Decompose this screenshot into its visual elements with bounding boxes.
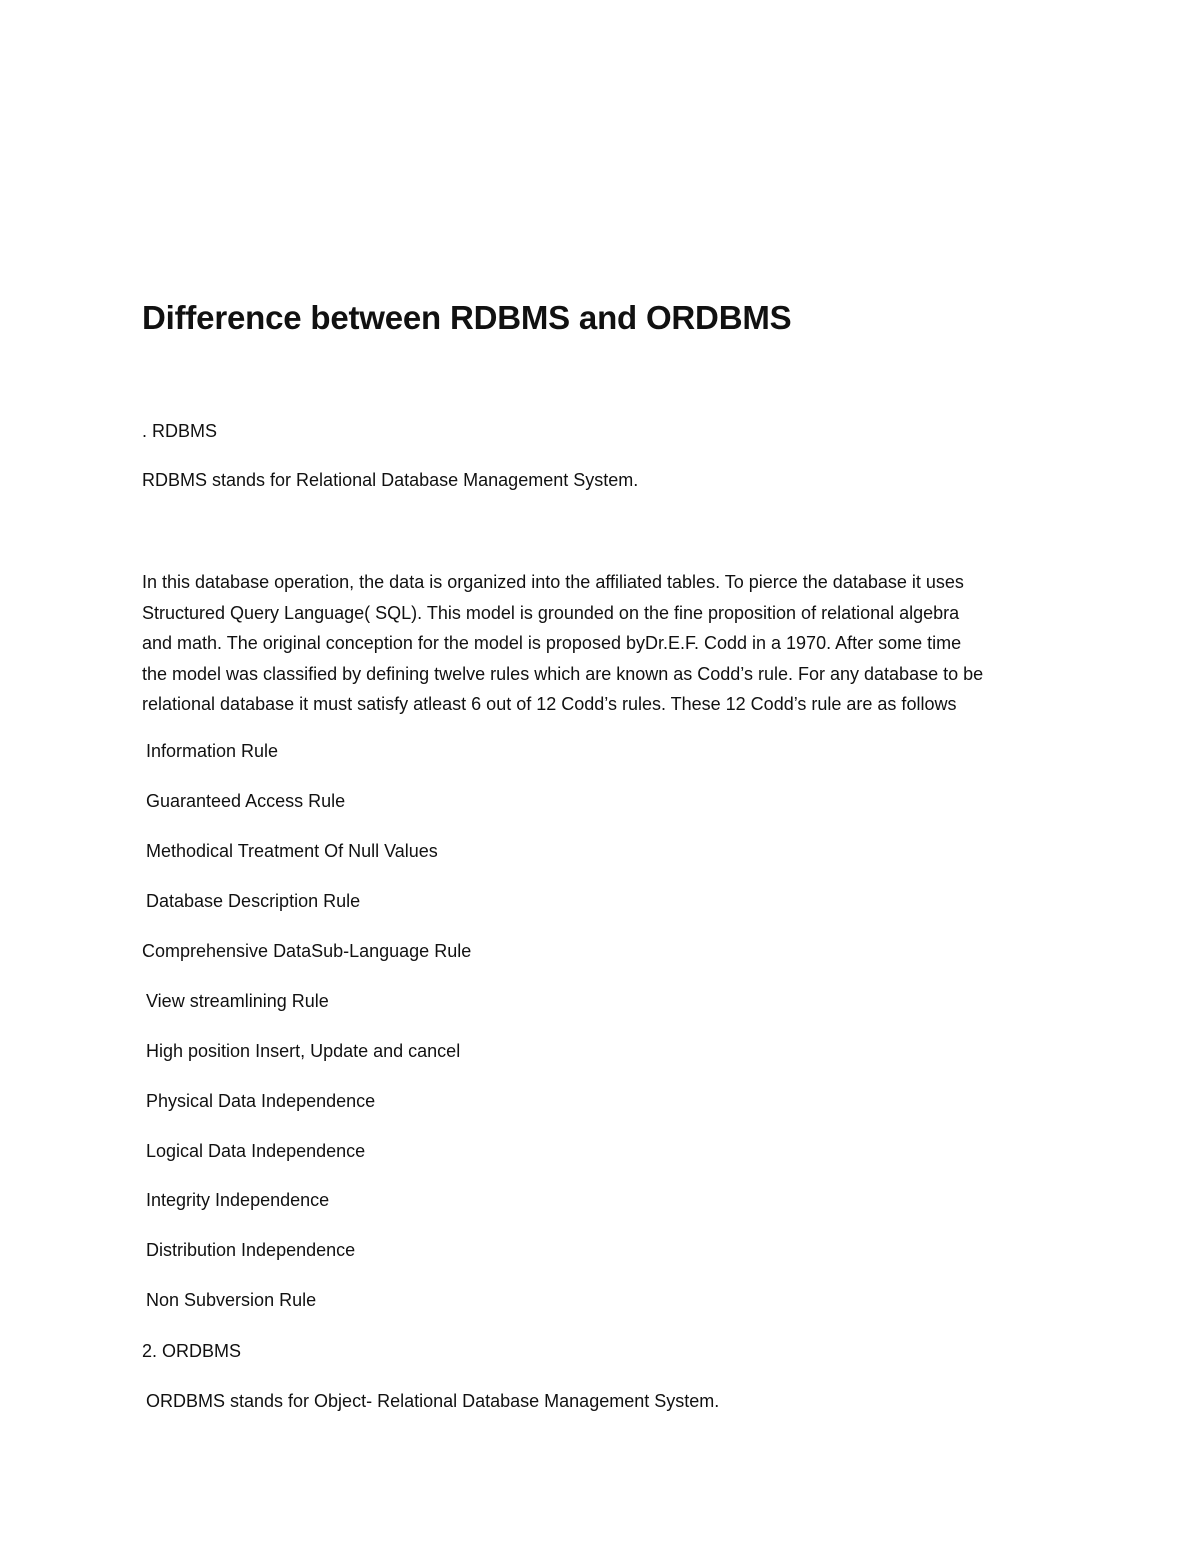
rule-item: Distribution Independence [146, 1240, 356, 1260]
document-title: Difference between RDBMS and ORDBMS [142, 299, 792, 336]
paragraph-line: and math. The original conception for the model is proposed byDr.E.F. Codd in a 1970. After some time [142, 633, 962, 654]
rule-item: Comprehensive DataSub-Language Rule [142, 941, 472, 961]
section-heading-ordbms: 2. ORDBMS [142, 1341, 242, 1361]
ordbms-definition: ORDBMS stands for Object- Relational Database Management System. [146, 1391, 720, 1411]
rule-item: Guaranteed Access Rule [146, 791, 346, 811]
rule-item: Non Subversion Rule [146, 1290, 317, 1310]
paragraph-line: relational database it must satisfy atleast 6 out of 12 Codd’s rules. These 12 Codd’s rule are as follows [142, 694, 957, 715]
rule-item: Logical Data Independence [146, 1141, 366, 1161]
rule-item: Methodical Treatment Of Null Values [146, 841, 438, 861]
section-heading-rdbms: . RDBMS [142, 421, 218, 441]
rule-item: Integrity Independence [146, 1190, 330, 1210]
rdbms-paragraph [142, 567, 1082, 720]
paragraph-line: In this database operation, the data is organized into the affiliated tables. To pierce the database it uses [142, 572, 964, 592]
rdbms-definition: RDBMS stands for Relational Database Management System. [142, 470, 639, 490]
rule-item: Physical Data Independence [146, 1091, 376, 1111]
paragraph-line: the model was classified by defining twelve rules which are known as Codd’s rule. For any database to be [142, 663, 984, 684]
rule-item: High position Insert, Update and cancel [146, 1041, 461, 1061]
rule-item: Information Rule [146, 741, 279, 761]
paragraph-line: Structured Query Language( SQL). This model is grounded on the fine proposition of relational algebra [142, 602, 960, 623]
rule-item: View streamlining Rule [146, 991, 329, 1011]
rule-item: Database Description Rule [146, 891, 361, 911]
